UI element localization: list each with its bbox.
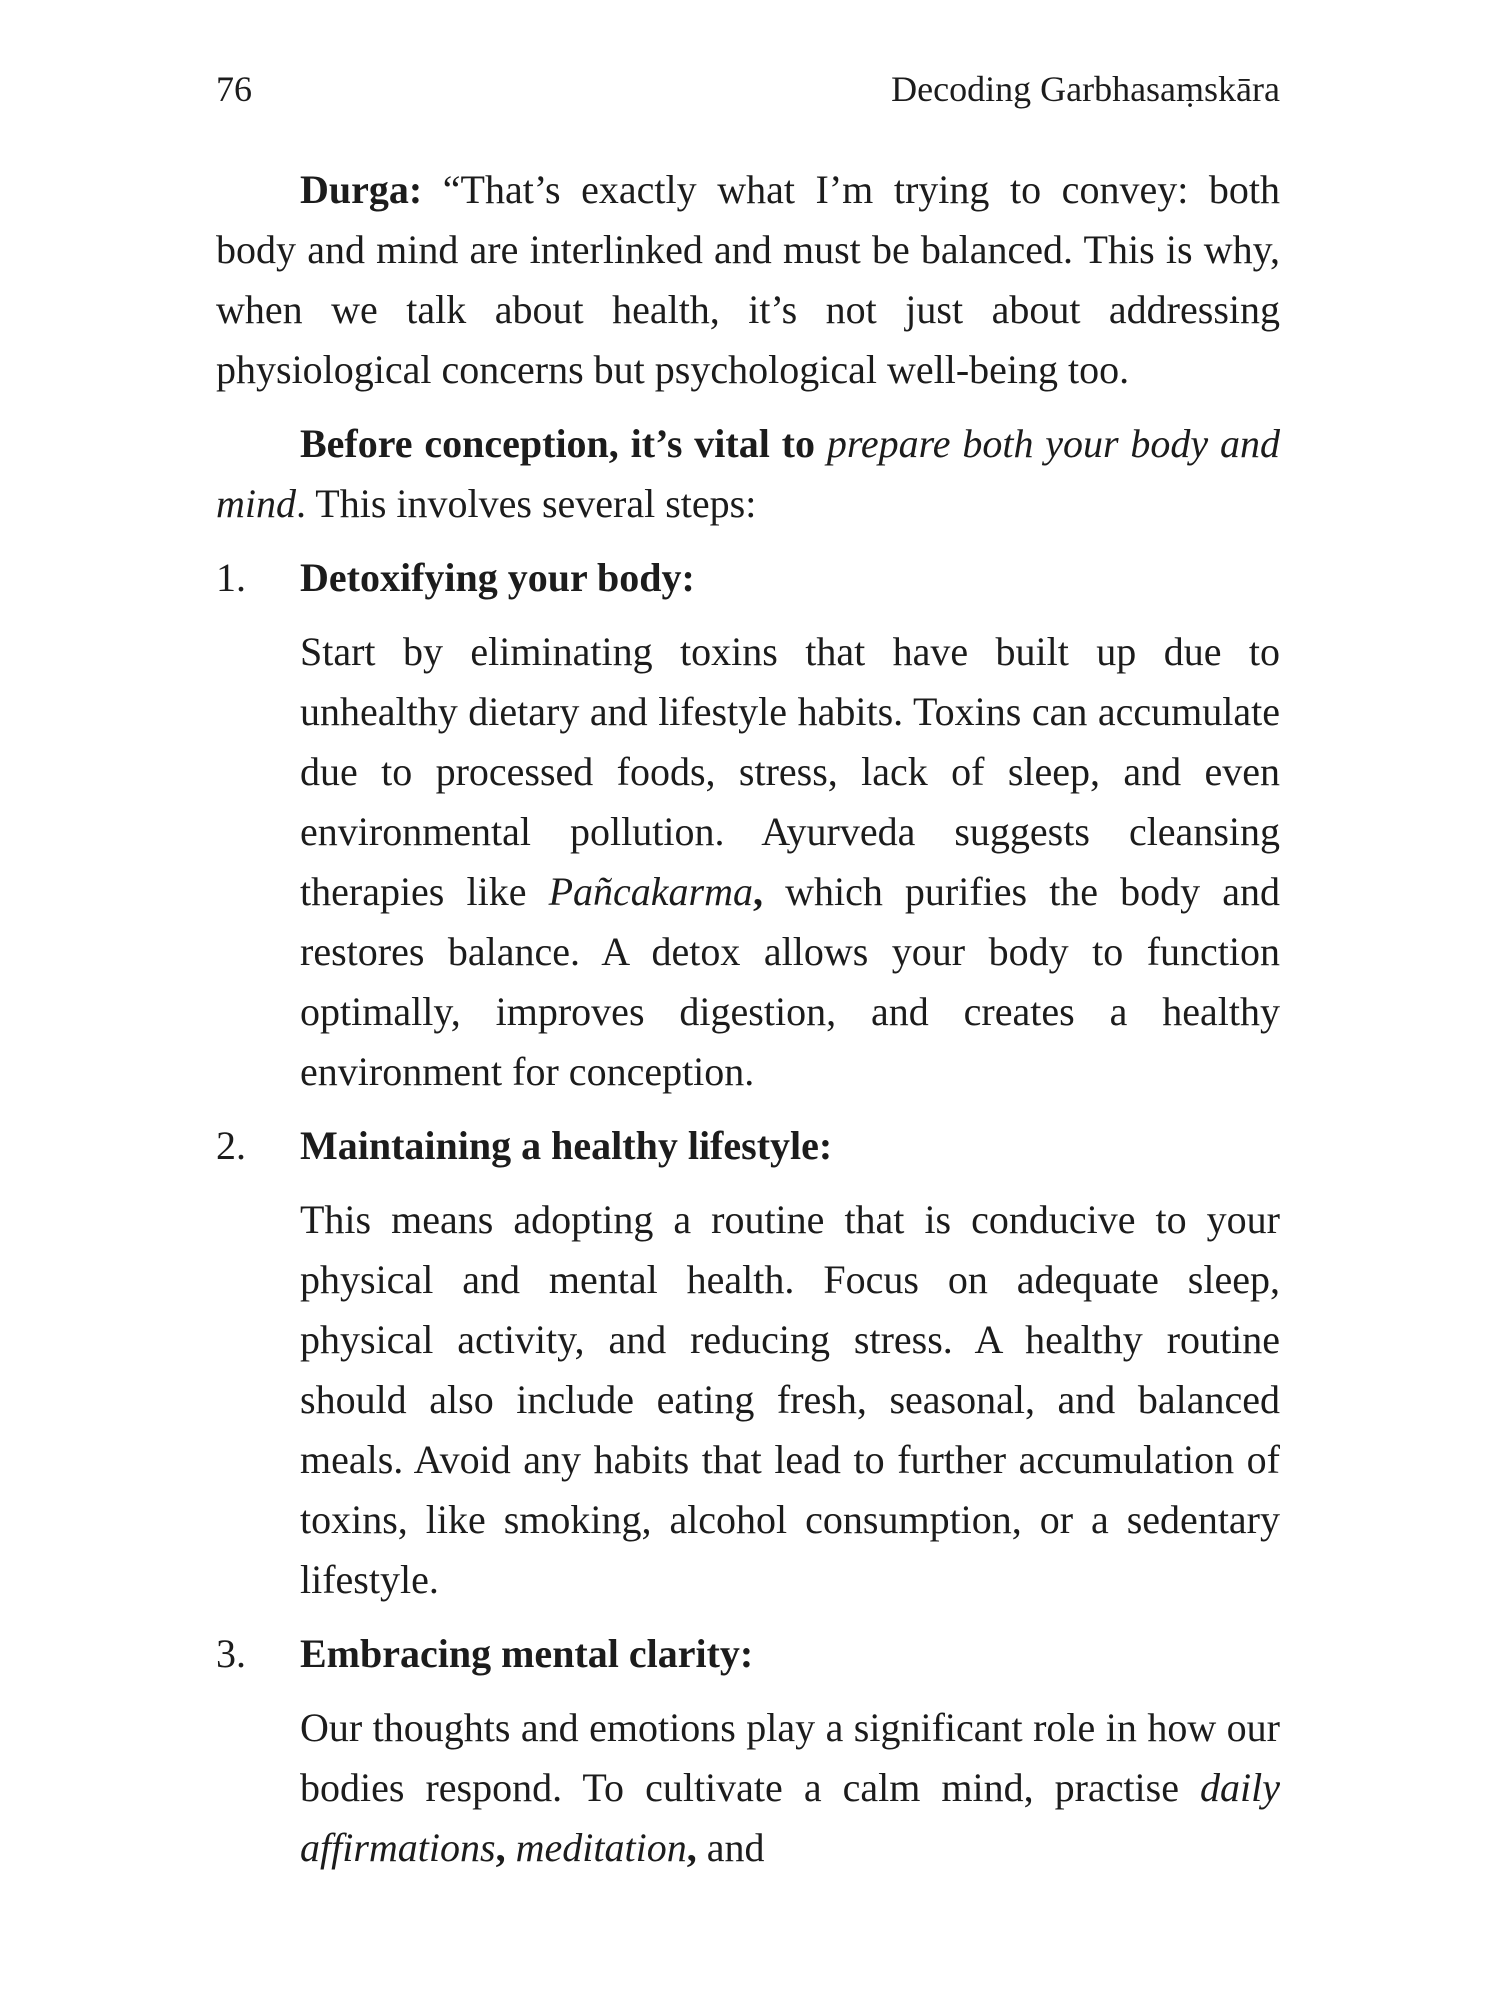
list-heading: Maintaining a healthy lifestyle: — [300, 1123, 833, 1168]
list-item-lifestyle — [216, 1116, 1280, 1610]
list-number: 3. — [216, 1631, 246, 1676]
list-body — [300, 1698, 1280, 1878]
list-heading: Detoxifying your body: — [300, 555, 695, 600]
list-body-text-continued: which purifies the body and restores balance. A detox allows your body to function optimally, improves digestion, and creates a healthy environment for conception. — [300, 869, 1281, 1094]
book-title: Decoding Garbhasaṃskāra — [891, 69, 1280, 109]
paragraph-durga-text: “That’s exactly what I’m trying to convey: both body and mind are interlinked and must be balanced. This is why, when we talk about health, it’s not just about addressing physiological concerns but psychological well-being too. — [216, 167, 1280, 392]
term-daily-affirmations: daily affirmations — [300, 1765, 1280, 1870]
space — [506, 1825, 516, 1870]
speaker-name: Durga: — [300, 167, 423, 212]
list-body-text-continued: and — [696, 1825, 765, 1870]
list-number: 1. — [216, 555, 246, 600]
paragraph-durga — [216, 160, 1280, 400]
list-number: 2. — [216, 1123, 246, 1168]
space — [815, 421, 827, 466]
bold-comma: , — [495, 1825, 506, 1870]
list-body: This means adopting a routine that is conducive to your physical and mental health. Focus on adequate sleep, physical activity, and reducing stress. A healthy routine should also include eating fresh, seasonal, and balanced meals. Avoid any habits that lead to further accumulation of toxins, like smoking, alcohol consumption, or a sedentary lifestyle. — [300, 1197, 1280, 1602]
paragraph-conception-lead: Before conception, it’s vital to — [300, 421, 815, 466]
page-number: 76 — [216, 69, 252, 109]
list-item-mental-clarity — [216, 1624, 1280, 1878]
list-item-detox — [216, 548, 1280, 1102]
list-item-heading-row — [216, 1624, 1280, 1684]
term-meditation: meditation — [515, 1825, 687, 1870]
paragraph-conception-emphasis: prepare both your body and mind — [216, 421, 1280, 526]
list-body-text: Our thoughts and emotions play a significant role in how our bodies respond. To cultivate a calm mind, practise — [300, 1705, 1280, 1810]
bold-comma: , — [686, 1825, 697, 1870]
list-body — [300, 622, 1280, 1102]
list-item-heading-row — [216, 1116, 1280, 1176]
list-item-heading-row — [216, 548, 1280, 608]
paragraph-conception — [216, 414, 1280, 534]
list-body-text: Start by eliminating toxins that have built up due to unhealthy dietary and lifestyle habits. Toxins can accumulate due to processed foods, stress, lack of sleep, and even environmental pollution. Ayurveda suggests cleansing therapies like — [300, 629, 1280, 914]
bold-comma: , — [752, 869, 763, 914]
running-head — [216, 64, 1280, 114]
list-heading: Embracing mental clarity: — [300, 1631, 754, 1676]
term-pancakarma: Pañcakarma — [548, 869, 753, 914]
paragraph-conception-tail: . This involves several steps: — [296, 481, 757, 526]
body-text — [216, 160, 1280, 1878]
